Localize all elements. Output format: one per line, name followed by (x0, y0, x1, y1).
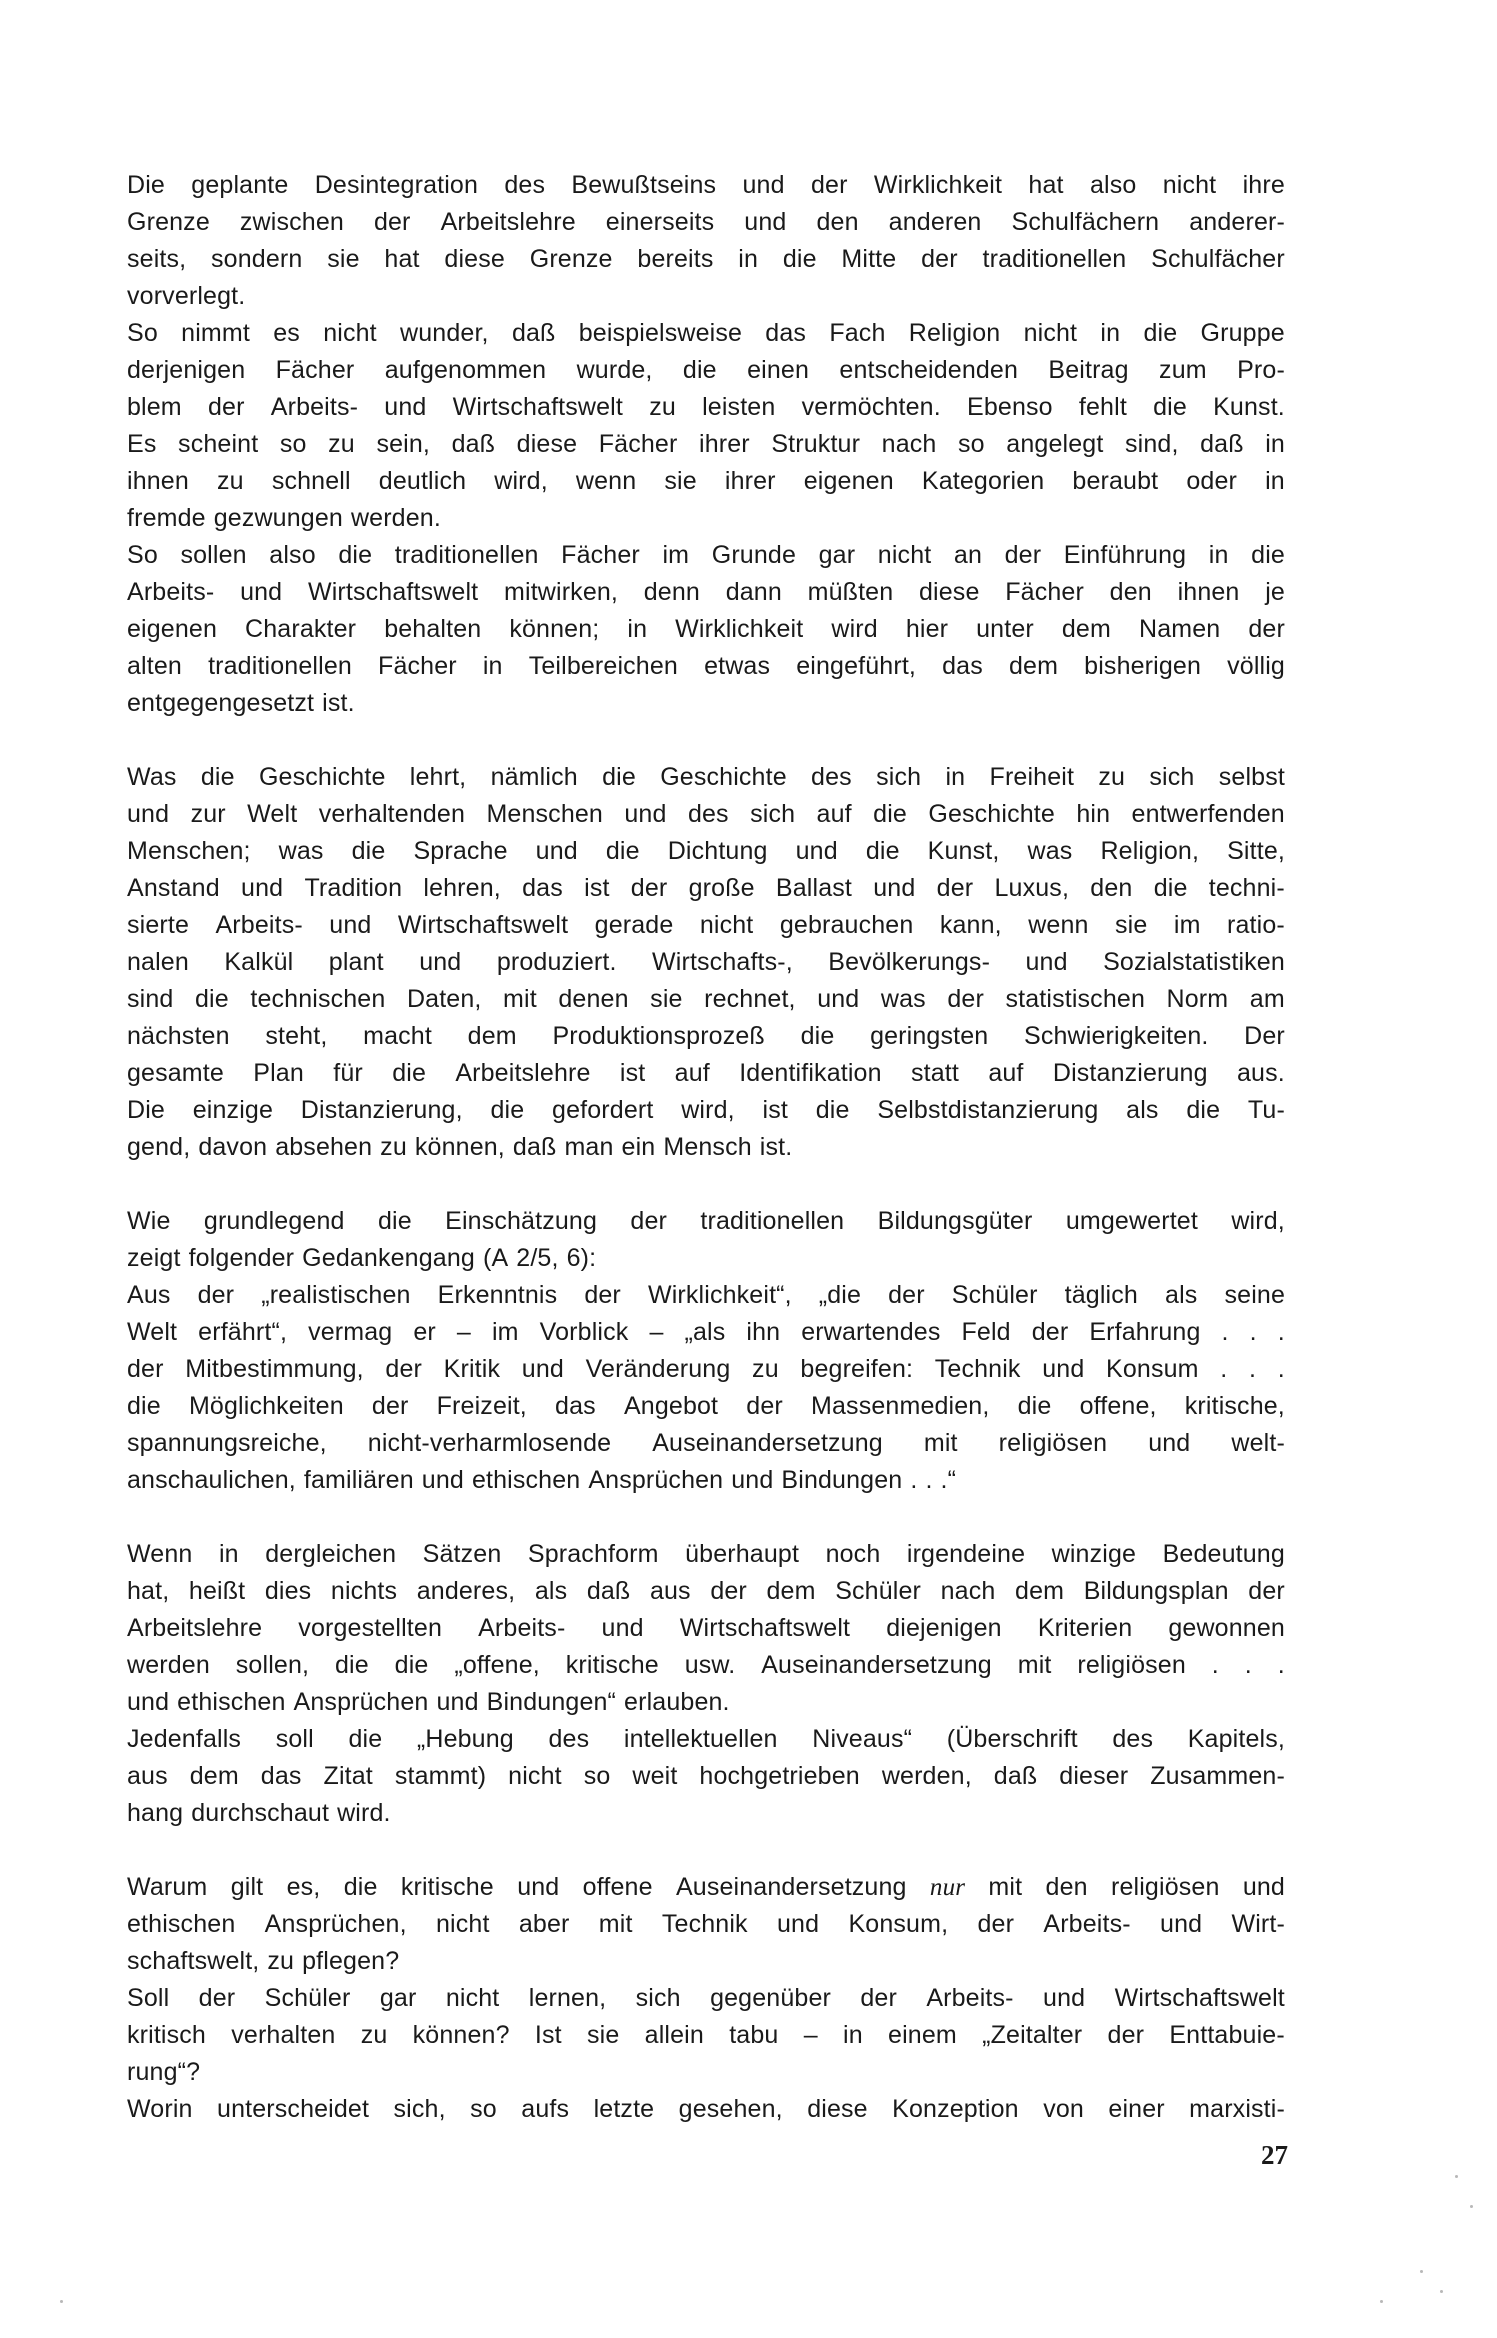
scan-speck (1470, 2205, 1473, 2208)
text-line: nalen Kalkül plant und produziert. Wirtschafts-, Bevölkerungs- und Sozialstatistiken (127, 948, 1285, 976)
text-line: nächsten steht, macht dem Produktionsprozeß die geringsten Schwierigkeiten. Der (127, 1022, 1285, 1050)
text-line: rung“? (127, 2058, 201, 2086)
paragraph-gap (127, 1832, 1285, 1869)
text-line: schaftswelt, zu pflegen? (127, 1947, 400, 1975)
text-line: Arbeitslehre vorgestellten Arbeits- und Wirtschaftswelt diejenigen Kriterien gewonnen (127, 1614, 1285, 1642)
text-line: die Möglichkeiten der Freizeit, das Angebot der Massenmedien, die offene, kritische, (127, 1392, 1285, 1420)
paragraph (127, 537, 1285, 722)
paragraph (127, 1536, 1285, 1721)
text-line: Warum gilt es, die kritische und offene Auseinandersetzung nur mit den religiösen und (127, 1873, 1285, 1901)
text-line: So nimmt es nicht wunder, daß beispielsweise das Fach Religion nicht in die Gruppe (127, 319, 1285, 347)
text-line: entgegengesetzt ist. (127, 689, 355, 717)
text-line: der Mitbestimmung, der Kritik und Veränderung zu begreifen: Technik und Konsum . . . (127, 1355, 1285, 1383)
text-line: Soll der Schüler gar nicht lernen, sich gegenüber der Arbeits- und Wirtschaftswelt (127, 1984, 1285, 2012)
text-line: Menschen; was die Sprache und die Dichtung und die Kunst, was Religion, Sitte, (127, 837, 1285, 865)
text-line: kritisch verhalten zu können? Ist sie allein tabu – in einem „Zeitalter der Enttabuie- (127, 2021, 1285, 2049)
text-line: Arbeits- und Wirtschaftswelt mitwirken, denn dann müßten diese Fächer den ihnen je (127, 578, 1285, 606)
paragraph-gap (127, 1166, 1285, 1203)
paragraph (127, 759, 1285, 1166)
text-line: spannungsreiche, nicht-verharmlosende Auseinandersetzung mit religiösen und welt- (127, 1429, 1285, 1457)
text-line: sind die technischen Daten, mit denen sie rechnet, und was der statistischen Norm am (127, 985, 1285, 1013)
text-line: zeigt folgender Gedankengang (A 2/5, 6): (127, 1244, 597, 1272)
scan-speck (60, 2300, 63, 2303)
text-line: Welt erfährt“, vermag er – im Vorblick – „als ihn erwartendes Feld der Erfahrung . . . (127, 1318, 1285, 1346)
text-line: Jedenfalls soll die „Hebung des intellektuellen Niveaus“ (Überschrift des Kapitels, (127, 1725, 1285, 1753)
scan-speck (1455, 2175, 1458, 2178)
text-line: werden sollen, die die „offene, kritische usw. Auseinandersetzung mit religiösen . . . (127, 1651, 1285, 1679)
scan-speck (1440, 2290, 1443, 2293)
text-line: ihnen zu schnell deutlich wird, wenn sie ihrer eigenen Kategorien beraubt oder in (127, 467, 1285, 495)
text-line: derjenigen Fächer aufgenommen wurde, die einen entscheidenden Beitrag zum Pro- (127, 356, 1285, 384)
paragraph (127, 2091, 1285, 2128)
text-line: Wie grundlegend die Einschätzung der traditionellen Bildungsgüter umgewertet wird, (127, 1207, 1285, 1235)
text-line: sierte Arbeits- und Wirtschaftswelt gerade nicht gebrauchen kann, wenn sie im ratio- (127, 911, 1285, 939)
text-line: Was die Geschichte lehrt, nämlich die Geschichte des sich in Freiheit zu sich selbst (127, 763, 1285, 791)
paragraph (127, 1721, 1285, 1832)
text-line: aus dem das Zitat stammt) nicht so weit hochgetrieben werden, daß dieser Zusammen- (127, 1762, 1285, 1790)
text-line: fremde gezwungen werden. (127, 504, 441, 532)
text-line: Es scheint so zu sein, daß diese Fächer ihrer Struktur nach so angelegt sind, daß in (127, 430, 1285, 458)
paragraph (127, 315, 1285, 537)
text-line: Wenn in dergleichen Sätzen Sprachform überhaupt noch irgendeine winzige Bedeutung (127, 1540, 1285, 1568)
text-line: Aus der „realistischen Erkenntnis der Wirklichkeit“, „die der Schüler täglich als seine (127, 1281, 1285, 1309)
text-line: und ethischen Ansprüchen und Bindungen“ erlauben. (127, 1688, 730, 1716)
paragraph (127, 1203, 1285, 1277)
paragraph-gap (127, 722, 1285, 759)
text-line: und zur Welt verhaltenden Menschen und des sich auf die Geschichte hin entwerfenden (127, 800, 1285, 828)
text-line: Anstand und Tradition lehren, das ist der große Ballast und der Luxus, den die techni- (127, 874, 1285, 902)
text-line: Die einzige Distanzierung, die gefordert wird, ist die Selbstdistanzierung als die Tu- (127, 1096, 1285, 1124)
text-line: blem der Arbeits- und Wirtschaftswelt zu leisten vermöchten. Ebenso fehlt die Kunst. (127, 393, 1285, 421)
paragraph (127, 1277, 1285, 1499)
paragraph (127, 1980, 1285, 2091)
text-line: Die geplante Desintegration des Bewußtseins und der Wirklichkeit hat also nicht ihre (127, 171, 1285, 199)
text-line: hang durchschaut wird. (127, 1799, 391, 1827)
text-line: gend, davon absehen zu können, daß man ein Mensch ist. (127, 1133, 793, 1161)
text-line: hat, heißt dies nichts anderes, als daß aus der dem Schüler nach dem Bildungsplan der (127, 1577, 1285, 1605)
text-line: gesamte Plan für die Arbeitslehre ist auf Identifikation statt auf Distanzierung aus. (127, 1059, 1285, 1087)
paragraph (127, 167, 1285, 315)
paragraph-gap (127, 1499, 1285, 1536)
text-line: eigenen Charakter behalten können; in Wirklichkeit wird hier unter dem Namen der (127, 615, 1285, 643)
paragraph (127, 1869, 1285, 1980)
text-line: anschaulichen, familiären und ethischen Ansprüchen und Bindungen . . .“ (127, 1466, 957, 1494)
text-line: ethischen Ansprüchen, nicht aber mit Technik und Konsum, der Arbeits- und Wirt- (127, 1910, 1285, 1938)
page-number: 27 (1261, 2140, 1288, 2170)
text-line: seits, sondern sie hat diese Grenze bereits in die Mitte der traditionellen Schulfächer (127, 245, 1285, 273)
scan-speck (1380, 2300, 1383, 2303)
text-line: So sollen also die traditionellen Fächer im Grunde gar nicht an der Einführung in die (127, 541, 1285, 569)
scan-speck (1420, 2270, 1423, 2273)
body-text (127, 167, 1285, 2128)
text-line: Worin unterscheidet sich, so aufs letzte gesehen, diese Konzeption von einer marxisti- (127, 2095, 1285, 2123)
text-line: alten traditionellen Fächer in Teilbereichen etwas eingeführt, das dem bisherigen völlig (127, 652, 1285, 680)
text-line: Grenze zwischen der Arbeitslehre einerseits und den anderen Schulfächern anderer- (127, 208, 1285, 236)
text-line: vorverlegt. (127, 282, 246, 310)
